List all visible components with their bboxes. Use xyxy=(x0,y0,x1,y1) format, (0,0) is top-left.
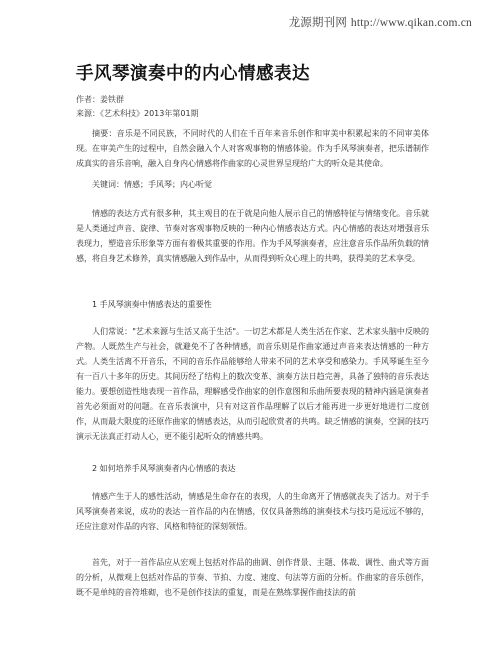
section-heading-2: 2 如何培养手风琴演奏者内心情感的表达 xyxy=(92,464,236,473)
keywords-paragraph: 关键词：情感；手风琴；内心听觉 xyxy=(92,180,212,189)
watermark-header xyxy=(289,14,472,30)
keywords-section xyxy=(76,177,429,192)
article-source: 来源：《艺术科技》2013年第01期 xyxy=(76,109,199,118)
section-1-heading-block xyxy=(76,297,429,312)
section-2-heading-block xyxy=(76,461,429,476)
section-heading-1: 1 手风琴演奏中情感表达的重要性 xyxy=(92,300,212,309)
watermark-site: 龙源期刊网 xyxy=(288,15,348,29)
section-1-body xyxy=(76,324,429,444)
section-2-body-2 xyxy=(76,555,429,600)
section-2-body-1 xyxy=(76,489,429,534)
abstract-paragraph: 摘要：音乐是不同民族，不同时代的人们在千百年来音乐创作和审美中积累起来的不同审美体现。在审美产生的过程中，自然会融入个人对客观事物的情感体验。作为手风琴演奏者，把乐谱制作成真实的音乐音响，融入自身内心情感将作曲家的心灵世界呈现给广大的听众是其使命。 xyxy=(76,129,429,168)
watermark-url: http://www.qikan.com.cn xyxy=(350,17,472,29)
abstract-section xyxy=(76,126,429,171)
article-title: 手风琴演奏中的内心情感表达 xyxy=(76,64,310,84)
article-author: 作者：姜铁群 xyxy=(76,95,124,104)
body-paragraph-4: 首先，对于一首作品应从宏观上包括对作品的曲调、创作背景、主题、体裁、调性、曲式等方面的分析，从微观上包括对作品的节奏、节拍、力度、速度、句法等方面的分析。作曲家的音乐创作，既不是单纯的音符堆砌，也不是创作技法的重复，而是在熟练掌握作曲技法的前 xyxy=(76,558,429,597)
body-paragraph-2: 人们常说："艺术来源与生活又高于生活"。一切艺术都是人类生活在作家、艺术家头脑中反映的产物。人既然生产与社会，就避免不了各种情感，而音乐则是作曲家通过声音来表达情感的一种方式。人类生活离不开音乐，不同的音乐作品能够给人带来不同的艺术享受和感染力。手风琴诞生至今有一百八十多年的历史。其间历经了结构上的数次变革、演奏方法日趋完善，具备了独特的音乐表达能力。要想创造性地表现一首作品，理解感受作曲家的创作意图和乐曲所要表现的精神内涵是演奏者首先必须面对的问题。在音乐表演中，只有对这首作品理解了以后才能再进一步更好地进行二度创作，从而最大限度的还原作曲家的情感表达，从而引起欣赏者的共鸣。缺乏情感的演奏，空洞的技巧演示无法真正打动人心，更不能引起听众的情感共鸣。 xyxy=(76,327,429,441)
body-paragraph-1: 情感的表达方式有很多种，其主观目的在于就是向他人展示自己的情感特征与情绪变化。音乐就是人类通过声音、旋律、节奏对客观事物反映的一种内心情感表达方式。内心情感的表达对增强音乐表现力，塑造音乐形象等方面有着极其重要的作用。作为手风琴演奏者，应注意音乐作品所负载的情感，将自身艺术修养，真实情感融入到作品中，从而得到听众心理上的共鸣，获得美的艺术享受。 xyxy=(76,209,429,263)
intro-section xyxy=(76,206,429,266)
body-paragraph-3: 情感产生于人的感性活动，情感是生命存在的表现，人的生命离开了情感就丧失了活力。对于手风琴演奏者来说，成功的表达一首作品的内在情感，仅仅具备熟练的演奏技术与技巧是远远不够的，还应注意对作品的内容、风格和特征的深刻领悟。 xyxy=(76,492,429,531)
